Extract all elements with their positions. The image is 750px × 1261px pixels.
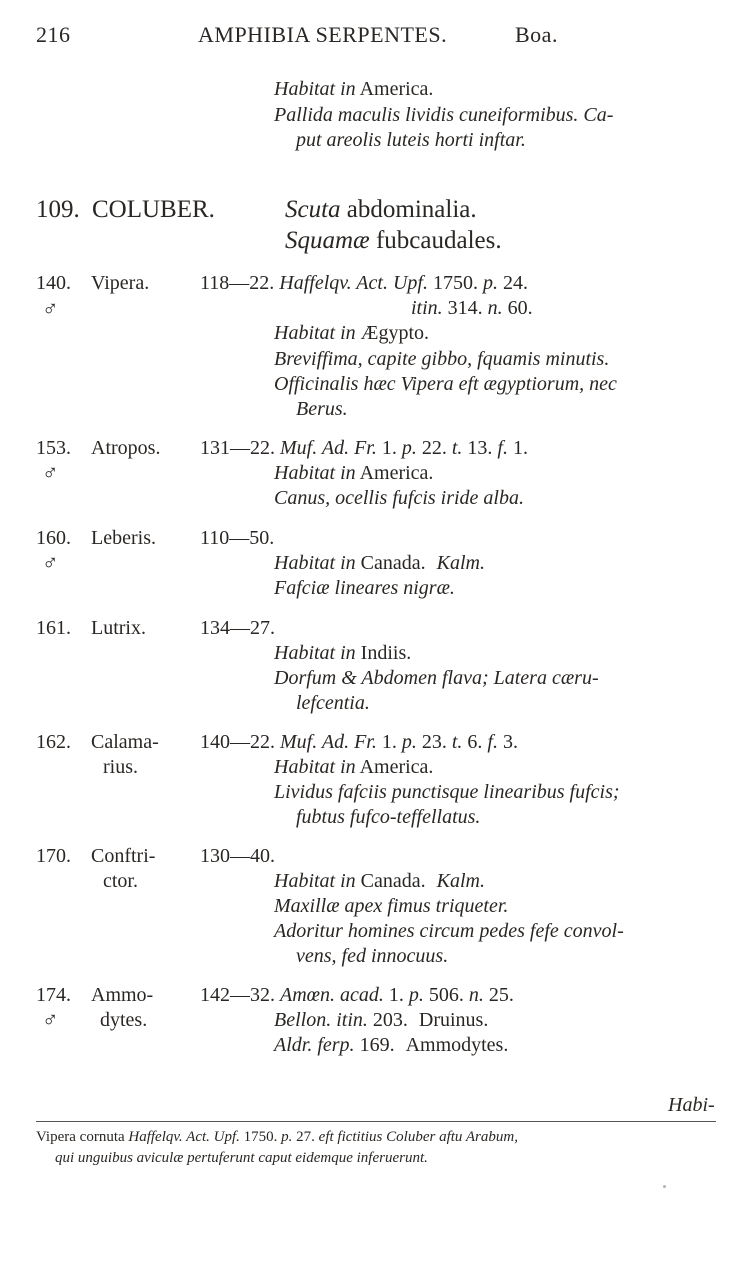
male-symbol-icon: ♂ <box>42 296 59 321</box>
entry-desc-line1: Fafciæ lineares nigræ. <box>274 577 455 599</box>
ref-p: p. <box>408 984 424 1006</box>
ref-page: 23. <box>421 731 447 753</box>
entry-name-line2: rius. <box>103 756 138 778</box>
entry-ref2 <box>274 1009 488 1032</box>
ref-t: t. <box>451 731 463 753</box>
entry-desc-line2: Adoritur homines circum pedes fefe convol- <box>274 920 624 942</box>
paper-speck <box>663 1185 666 1188</box>
entry-habitat <box>274 870 485 893</box>
genus-character-line2 <box>285 227 502 255</box>
footnote-p: p. <box>281 1129 293 1145</box>
ref-page: 506. <box>428 984 464 1006</box>
ref-page: 24. <box>502 272 528 294</box>
footnote-year: 1750. <box>243 1129 278 1145</box>
habitat-label: Habitat in <box>274 462 356 484</box>
running-genus: Boa. <box>515 22 558 47</box>
habitat-place: America. <box>359 78 434 100</box>
entry-number: 153. <box>36 437 71 459</box>
intro-habitat <box>274 78 433 101</box>
habitat-place: America. <box>359 756 434 778</box>
genus-name: COLUBER. <box>92 196 215 223</box>
ref-itin: itin. <box>411 297 443 319</box>
ref-page: 22. <box>421 437 447 459</box>
entry-name-line1: Ammo- <box>91 984 154 1006</box>
male-symbol-icon: ♂ <box>42 460 59 485</box>
scale-count: 130—40. <box>200 845 275 867</box>
entry-name-line1: Conftri- <box>91 845 156 867</box>
ref-val: 169. <box>359 1034 395 1056</box>
ref-year: 1750. <box>432 272 478 294</box>
footnote-reference: Haffelqv. Act. Upf. <box>128 1129 240 1145</box>
reference: Aldr. ferp. <box>274 1034 355 1056</box>
ref-p: p. <box>401 437 417 459</box>
scuta-label: Scuta <box>285 196 341 223</box>
page-number: 216 <box>36 22 71 47</box>
scale-count: 134—27. <box>200 617 275 639</box>
ref-n: n. <box>468 984 484 1006</box>
entry-desc-line1: Canus, ocellis fufcis iride alba. <box>274 487 524 509</box>
squamae-desc: fubcaudales. <box>375 227 502 254</box>
entry-desc-line2: Officinalis hæc Vipera eft ægyptiorum, nec <box>274 373 617 395</box>
entry-desc-line2: lefcentia. <box>296 692 370 714</box>
entry-name: Leberis. <box>91 527 156 549</box>
entry-name: Lutrix. <box>91 617 146 639</box>
entry-desc-line1: Lividus fafciis punctisque linearibus fufcis; <box>274 781 620 803</box>
ref-synonym: Ammodytes. <box>405 1034 509 1056</box>
catchword: Habi- <box>668 1094 715 1116</box>
entry-habitat <box>274 322 429 345</box>
ref-n: n. <box>487 297 503 319</box>
habitat-label: Habitat in <box>274 322 356 344</box>
entry-desc-line1: Dorfum & Abdomen flava; Latera cæru- <box>274 667 599 689</box>
footnote-line2: qui unguibus aviculæ pertuferunt caput eidemque inferuerunt. <box>55 1150 428 1166</box>
entry-number: 174. <box>36 984 71 1006</box>
entry-name: Atropos. <box>91 437 161 459</box>
entry-line <box>200 984 514 1007</box>
habitat-place: Ægypto. <box>360 322 430 344</box>
ref-fval: 3. <box>502 731 518 753</box>
habitat-label: Habitat in <box>274 756 356 778</box>
scale-count: 110—50. <box>200 527 275 549</box>
habitat-authority: Kalm. <box>436 552 485 574</box>
entry-line <box>200 272 528 295</box>
reference: Haffelqv. Act. Upf. <box>279 272 428 294</box>
habitat-label: Habitat in <box>274 870 356 892</box>
footnote-text: eft fictitius Coluber aftu Arabum, <box>318 1129 518 1145</box>
entry-name: Vipera. <box>91 272 150 294</box>
entry-line <box>200 731 518 754</box>
ref-tval: 6. <box>467 731 483 753</box>
entry-line <box>200 437 528 460</box>
habitat-place: Canada. <box>360 870 426 892</box>
scuta-desc: abdominalia. <box>346 196 477 223</box>
entry-habitat <box>274 756 433 779</box>
habitat-label: Habitat in <box>274 78 356 100</box>
scale-count: 131—22. <box>200 437 275 459</box>
ref-f: f. <box>487 731 498 753</box>
intro-desc-line1: Pallida maculis lividis cuneiformibus. Ca- <box>274 104 614 126</box>
genus-heading <box>36 196 215 224</box>
intro-desc-line2: put areolis luteis horti inftar. <box>296 129 526 151</box>
footnote-rule <box>36 1121 716 1122</box>
ref-vol: 1. <box>381 731 397 753</box>
entry-number: 170. <box>36 845 71 867</box>
ref-val: 60. <box>507 297 533 319</box>
genus-character-line1 <box>285 196 477 224</box>
habitat-place: Indiis. <box>360 642 412 664</box>
entry-name-line1: Calama- <box>91 731 159 753</box>
entry-number: 161. <box>36 617 71 639</box>
ref-tval: 13. <box>467 437 493 459</box>
ref-val: 203. <box>372 1009 408 1031</box>
ref-fval: 1. <box>512 437 528 459</box>
genus-number: 109. <box>36 196 80 223</box>
entry-desc-line3: Berus. <box>296 398 348 420</box>
ref-p: p. <box>482 272 498 294</box>
reference: Muf. Ad. Fr. <box>280 437 377 459</box>
scale-count: 142—32. <box>200 984 275 1006</box>
ref-vol: 1. <box>388 984 404 1006</box>
entry-desc-line1: Breviffima, capite gibbo, fquamis minutis. <box>274 348 610 370</box>
male-symbol-icon: ♂ <box>42 1007 59 1032</box>
footnote-species: Vipera cornuta <box>36 1129 125 1145</box>
entry-number: 160. <box>36 527 71 549</box>
habitat-place: America. <box>359 462 434 484</box>
entry-number: 162. <box>36 731 71 753</box>
ref-p: p. <box>401 731 417 753</box>
entry-number: 140. <box>36 272 71 294</box>
entry-habitat <box>274 642 411 665</box>
entry-ref2 <box>411 297 533 320</box>
footnote-line1 <box>36 1129 518 1146</box>
running-title: AMPHIBIA SERPENTES. <box>198 22 448 47</box>
habitat-label: Habitat in <box>274 552 356 574</box>
entry-desc-line2: fubtus fufco-teffellatus. <box>296 806 481 828</box>
ref-synonym: Druinus. <box>418 1009 489 1031</box>
entry-desc-line3: vens, fed innocuus. <box>296 945 449 967</box>
squamae-label: Squamæ <box>285 227 370 254</box>
habitat-place: Canada. <box>360 552 426 574</box>
reference: Bellon. itin. <box>274 1009 368 1031</box>
scale-count: 118—22. <box>200 272 275 294</box>
entry-ref3 <box>274 1034 508 1057</box>
footnote-page: 27. <box>296 1129 315 1145</box>
ref-val: 25. <box>488 984 514 1006</box>
ref-vol: 1. <box>381 437 397 459</box>
habitat-authority: Kalm. <box>436 870 485 892</box>
habitat-label: Habitat in <box>274 642 356 664</box>
entry-name-line2: dytes. <box>100 1009 148 1031</box>
ref-t: t. <box>451 437 463 459</box>
entry-habitat <box>274 462 433 485</box>
reference: Amœn. acad. <box>280 984 384 1006</box>
entry-name-line2: ctor. <box>103 870 138 892</box>
ref-f: f. <box>497 437 508 459</box>
entry-habitat <box>274 552 485 575</box>
reference: Muf. Ad. Fr. <box>280 731 377 753</box>
scale-count: 140—22. <box>200 731 275 753</box>
male-symbol-icon: ♂ <box>42 550 59 575</box>
ref-num: 314. <box>447 297 483 319</box>
entry-desc-line1: Maxillæ apex fimus triqueter. <box>274 895 509 917</box>
